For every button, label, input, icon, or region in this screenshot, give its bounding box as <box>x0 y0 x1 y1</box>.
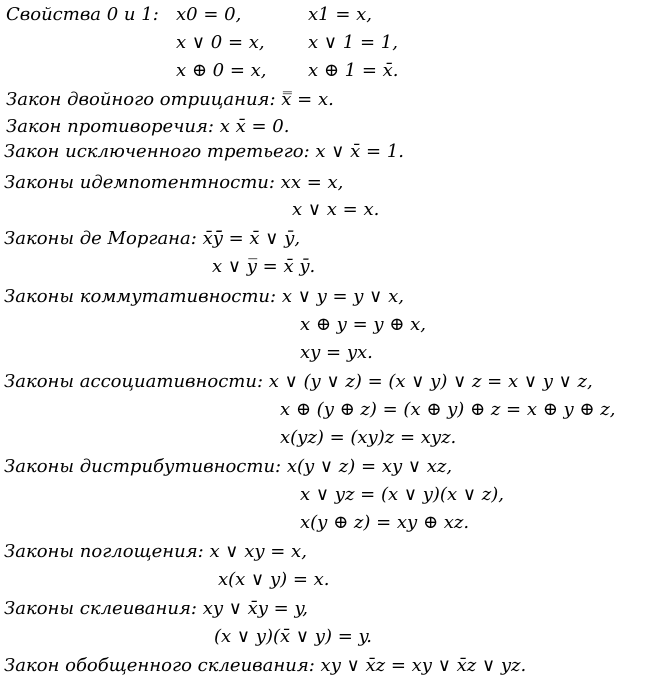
formula-x-or-0: x ∨ 0 = x, <box>176 32 265 53</box>
law-associativity-3: x(yz) = (xy)z = xyz. <box>280 427 457 448</box>
law-idempotence-2: x ∨ x = x. <box>292 199 380 220</box>
properties-label: Свойства 0 и 1: <box>6 4 159 25</box>
law-commutativity-1: Законы коммутативности: x ∨ y = y ∨ x, <box>4 286 404 307</box>
formula-x-and-1: x1 = x, <box>308 4 373 25</box>
law-de-morgan-2: x ∨ y̅ = x̄ ȳ. <box>212 256 316 277</box>
law-de-morgan-1: Законы де Моргана: x̄ȳ̄ = x̄ ∨ ȳ, <box>4 228 301 249</box>
law-gluing-1: Законы склеивания: xy ∨ x̄y = y, <box>4 598 308 619</box>
law-distributivity-2: x ∨ yz = (x ∨ y)(x ∨ z), <box>300 484 504 505</box>
law-idempotence-1: Законы идемпотентности: xx = x, <box>4 172 344 193</box>
law-generalized-gluing: Закон обобщенного склеивания: xy ∨ x̄z = xy ∨ x̄z ∨ yz. <box>4 655 527 676</box>
formula-x-and-0: x0 = 0, <box>176 4 242 25</box>
formula-x-xor-0: x ⊕ 0 = x, <box>176 60 267 81</box>
law-commutativity-2: x ⊕ y = y ⊕ x, <box>300 314 426 335</box>
law-double-negation: Закон двойного отрицания: x̿ = x. <box>6 89 334 110</box>
law-absorption-2: x(x ∨ y) = x. <box>218 569 330 590</box>
law-distributivity-1: Законы дистрибутивности: x(y ∨ z) = xy ∨ xz, <box>4 456 453 477</box>
law-associativity-1: Законы ассоциативности: x ∨ (y ∨ z) = (x ∨ y) ∨ z = x ∨ y ∨ z, <box>4 371 593 392</box>
formula-x-or-1: x ∨ 1 = 1, <box>308 32 398 53</box>
law-absorption-1: Законы поглощения: x ∨ xy = x, <box>4 541 307 562</box>
law-excluded-middle: Закон исключенного третьего: x ∨ x̄ = 1. <box>4 141 405 162</box>
law-commutativity-3: xy = yx. <box>300 342 373 363</box>
law-distributivity-3: x(y ⊕ z) = xy ⊕ xz. <box>300 512 470 533</box>
law-gluing-2: (x ∨ y)(x̄ ∨ y) = y. <box>214 626 372 647</box>
formula-x-xor-1: x ⊕ 1 = x̄. <box>308 60 399 81</box>
law-associativity-2: x ⊕ (y ⊕ z) = (x ⊕ y) ⊕ z = x ⊕ y ⊕ z, <box>280 399 616 420</box>
law-contradiction: Закон противоречия: x x̄ = 0. <box>6 116 290 137</box>
